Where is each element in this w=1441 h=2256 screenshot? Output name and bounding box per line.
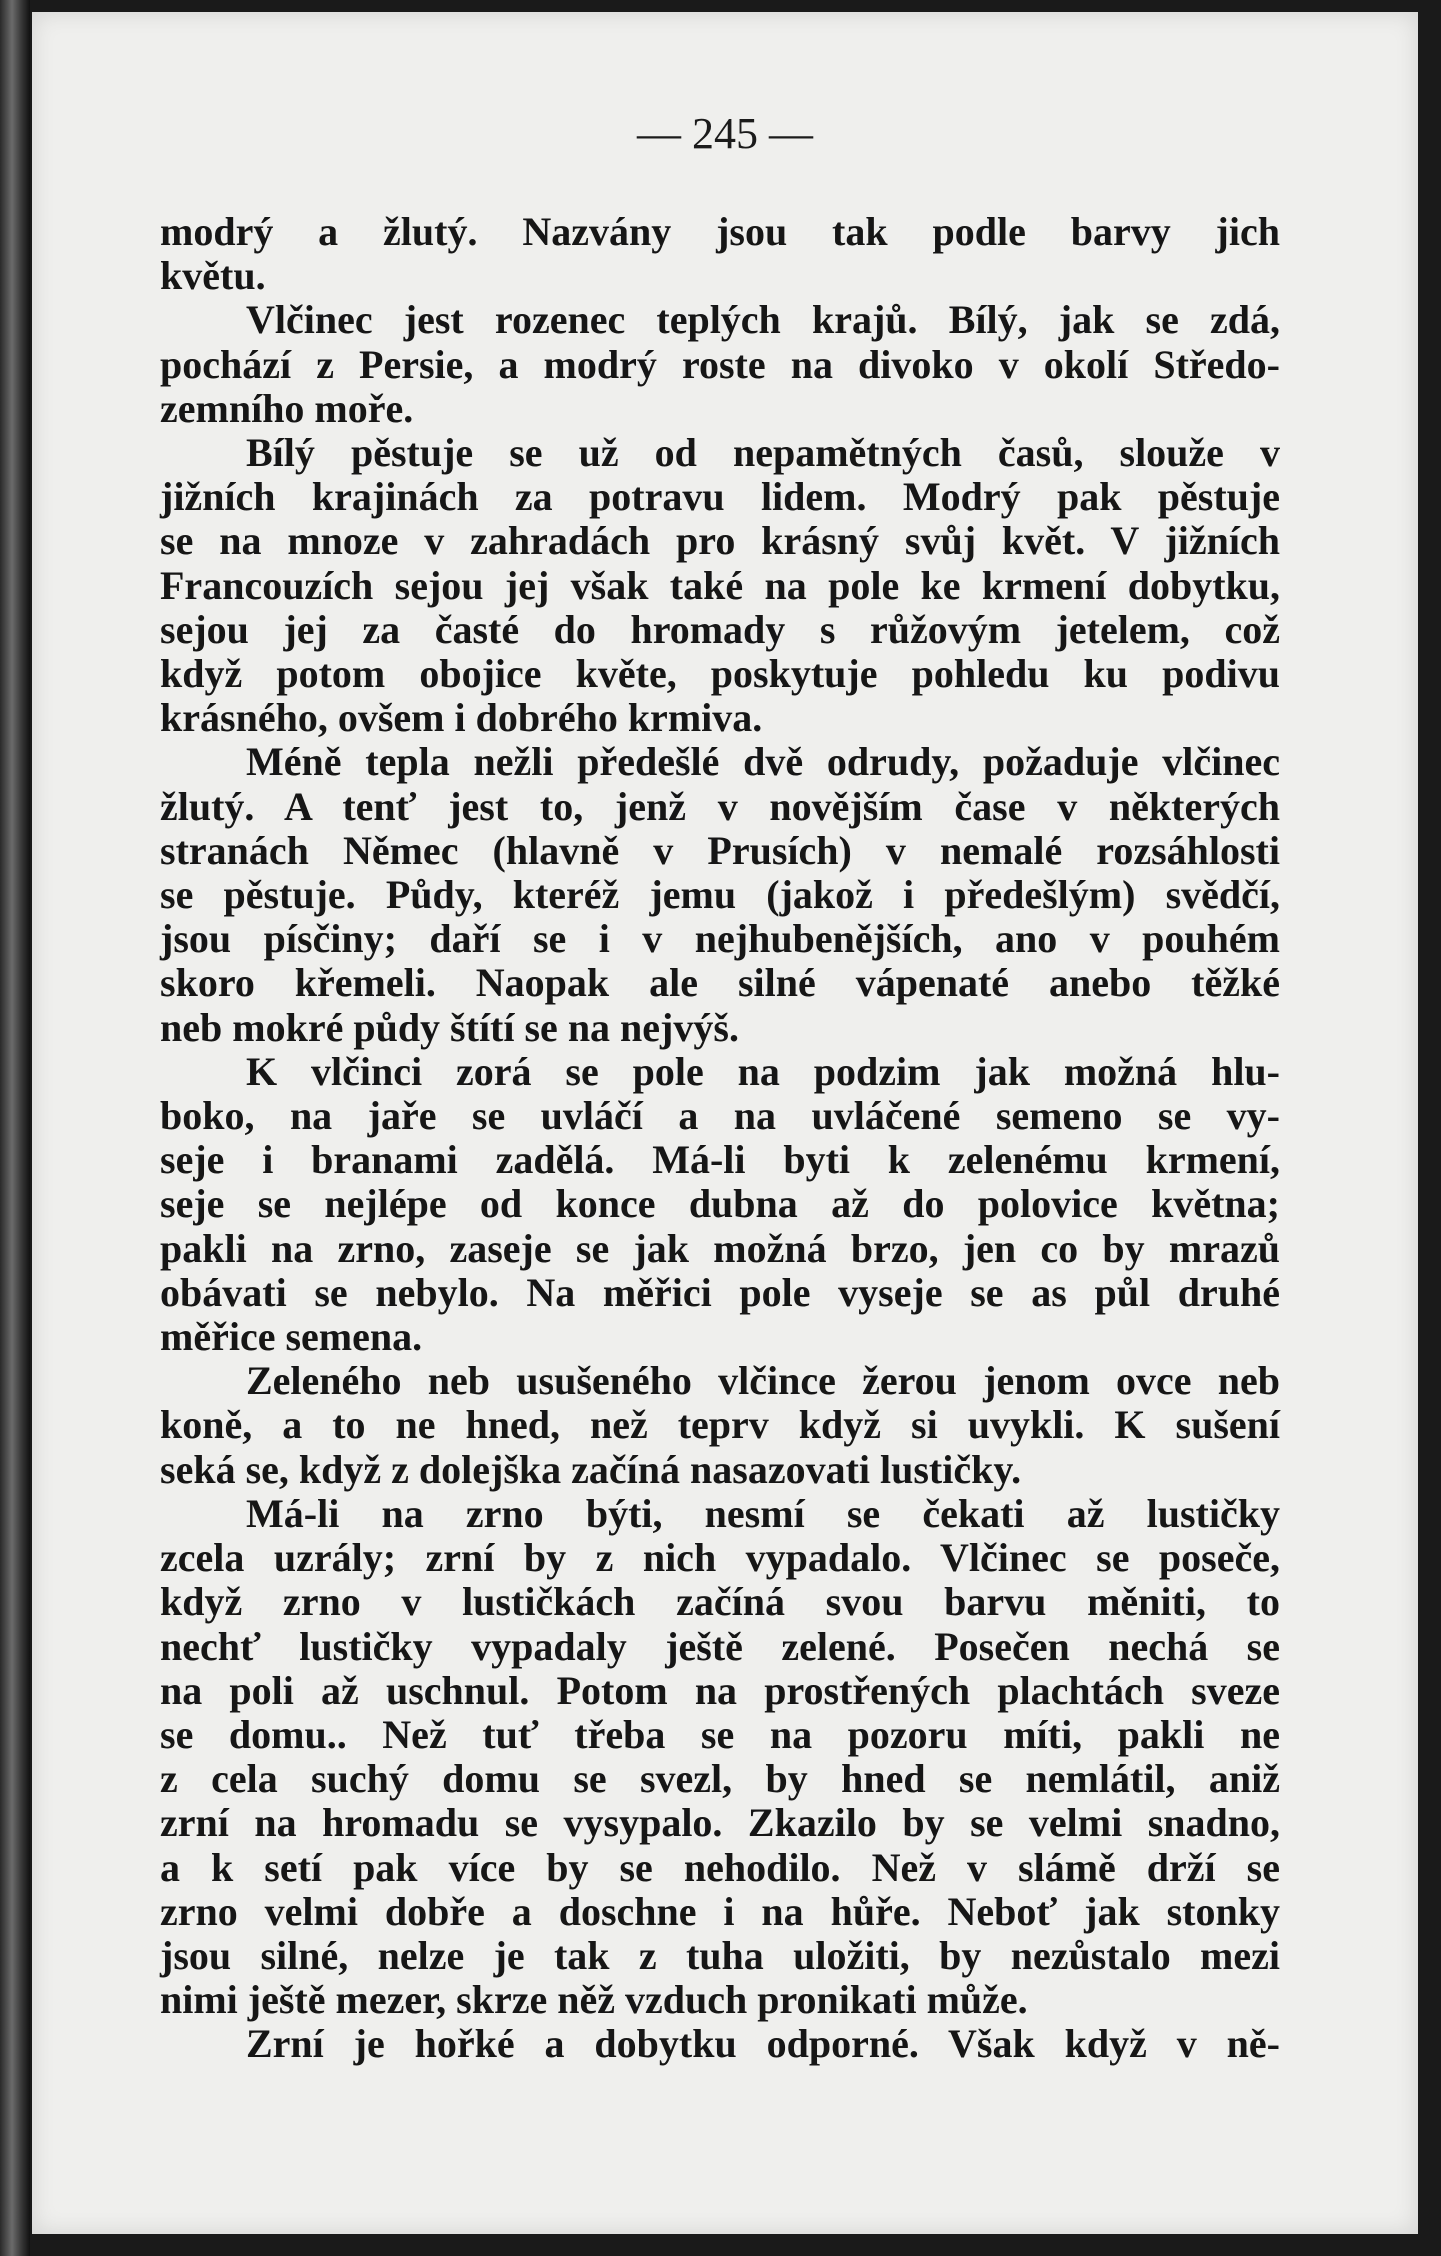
text-line: Francouzích sejou jej však také na pole ke krmení dobytku, [160,562,1280,608]
text-line: nechť lustičky vypadaly ještě zelené. Posečen nechá se [160,1623,1280,1669]
body-text [160,210,1280,2067]
text-line: když potom obojice květe, poskytuje pohledu ku podivu [160,651,1280,697]
text-line: když zrno v lustičkách začíná svou barvu měniti, to [160,1579,1280,1625]
text-line: Má-li na zrno býti, nesmí se čekati až lustičky [246,1490,1280,1536]
text-line: zcela uzrály; zrní by z nich vypadalo. Vlčinec se poseče, [160,1535,1280,1581]
text-line: koně, a to ne hned, než teprv když si uvykli. K sušení [160,1402,1280,1448]
text-line: se pěstuje. Půdy, kteréž jemu (jakož i předešlým) svědčí, [160,872,1280,918]
text-line: K vlčinci zorá se pole na podzim jak možná hlu- [246,1048,1280,1094]
text-line: z cela suchý domu se svezl, by hned se nemlátil, aniž [160,1756,1280,1802]
text-line: seje i branami zadělá. Má-li byti k zelenému krmení, [160,1137,1280,1183]
text-line: boko, na jaře se uvláčí a na uvláčené semeno se vy- [160,1093,1280,1139]
text-line: zrno velmi dobře a doschne i na hůře. Neboť jak stonky [160,1888,1280,1934]
text-line: zrní na hromadu se vysypalo. Zkazilo by se velmi snadno, [160,1800,1280,1846]
text-line: seká se, když z dolejška začíná nasazovati lustičky. [160,1446,1022,1492]
text-line: pakli na zrno, zaseje se jak možná brzo, jen co by mrazů [160,1225,1280,1271]
text-line: modrý a žlutý. Nazvány jsou tak podle barvy jich [160,209,1280,254]
text-line: stranách Němec (hlavně v Prusích) v nemalé rozsáhlosti [160,827,1280,873]
text-line: seje se nejlépe od konce dubna až do polovice května; [160,1181,1280,1227]
text-line: obávati se nebylo. Na měřici pole vyseje se as půl druhé [160,1269,1280,1315]
text-line: Zrní je hořké a dobytku odporné. Však když v ně- [246,2021,1280,2067]
text-line: neb mokré půdy štítí se na nejvýš. [160,1004,739,1050]
page-number: — 245 — [637,109,813,158]
text-line: zemního moře. [160,385,414,431]
text-line: měřice semena. [160,1314,423,1360]
text-line: Méně tepla nežli předešlé dvě odrudy, požaduje vlčinec [246,739,1280,785]
text-line: na poli až uschnul. Potom na prostřených plachtách sveze [160,1667,1280,1713]
text-line: jsou písčiny; daří se i v nejhubenějších, ano v pouhém [160,916,1280,962]
binding-edge [0,0,30,2256]
text-line: jižních krajinách za potravu lidem. Modrý pak pěstuje [160,474,1280,520]
text-line: krásného, ovšem i dobrého krmiva. [160,695,763,741]
text-line: nimi ještě mezer, skrze něž vzduch pronikati může. [160,1977,1028,2023]
text-line: květu. [160,253,266,299]
book-page [32,12,1418,2234]
text-line: se domu.. Než tuť třeba se na pozoru míti, pakli ne [160,1711,1280,1757]
text-line: Vlčinec jest rozenec teplých krajů. Bílý, jak se zdá, [246,297,1280,343]
text-line: jsou silné, nelze je tak z tuha uložiti, by nezůstalo mezi [160,1932,1280,1978]
text-line: a k setí pak více by se nehodilo. Než v slámě drží se [160,1844,1280,1890]
text-line: Zeleného neb usušeného vlčince žerou jenom ovce neb [246,1358,1280,1404]
text-line: Bílý pěstuje se už od nepamětných časů, slouže v [246,430,1280,476]
text-line: žlutý. A tenť jest to, jenž v novějším čase v některých [160,783,1280,829]
text-line: skoro křemeli. Naopak ale silné vápenaté anebo těžké [160,960,1280,1006]
text-line: pochází z Persie, a modrý roste na divoko v okolí Středo- [160,341,1280,387]
text-line: se na mnoze v zahradách pro krásný svůj květ. V jižních [160,518,1280,564]
text-line: sejou jej za časté do hromady s růžovým jetelem, což [160,606,1280,652]
